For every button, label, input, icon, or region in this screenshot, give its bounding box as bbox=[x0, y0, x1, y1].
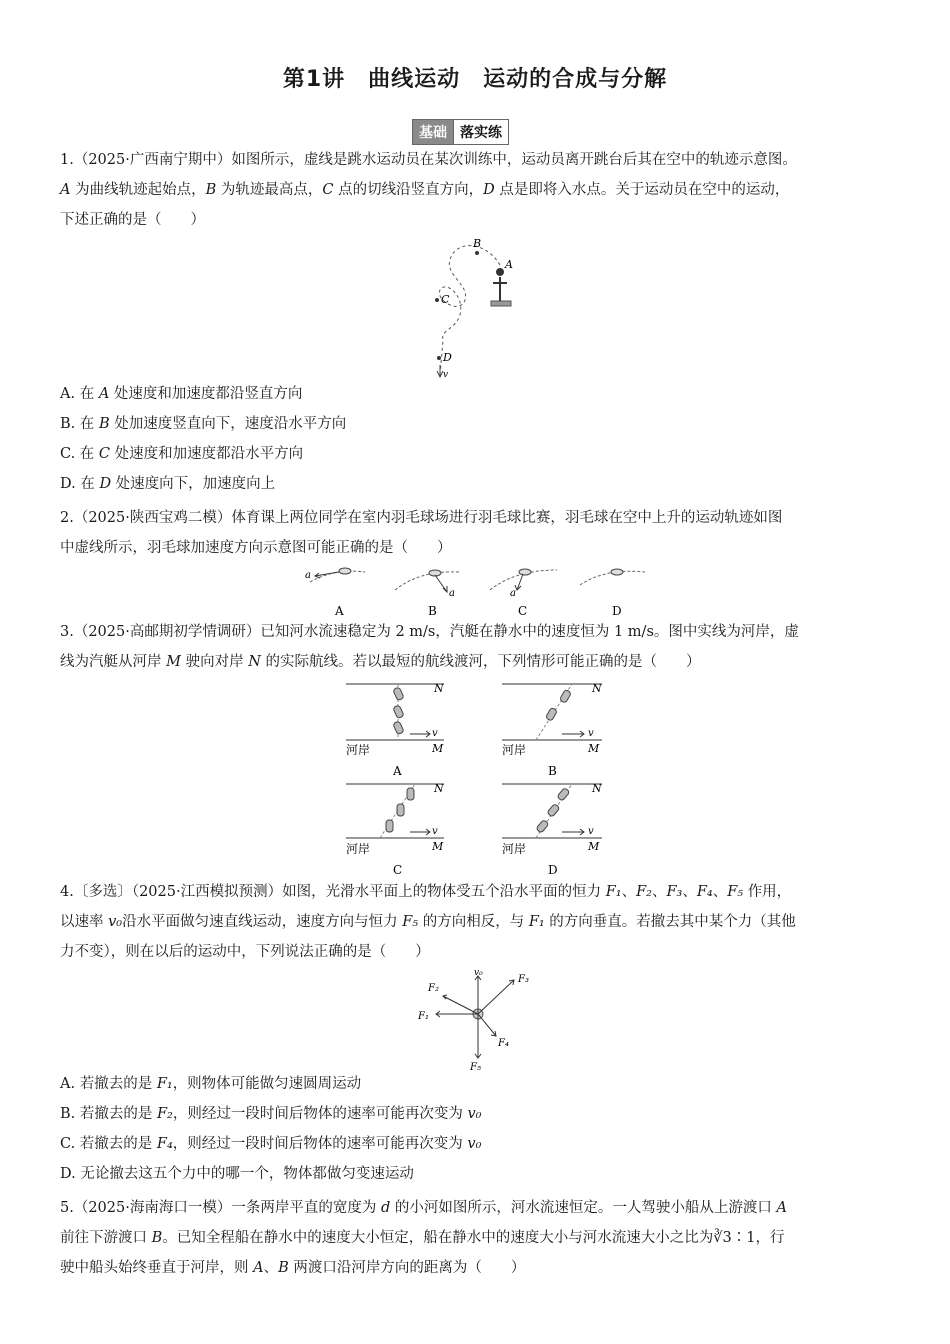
opt-text: 处速度和加速度都沿竖直方向 bbox=[109, 386, 303, 402]
q4-text: 4.〔多选〕（2025·江西模拟预测）如图，光滑水平面上的物体受五个沿水平面的恒力 bbox=[60, 884, 606, 900]
q5-text: 前往下游渡口 bbox=[60, 1230, 152, 1246]
accel-label: a bbox=[510, 588, 516, 599]
fig-label: C bbox=[393, 863, 403, 877]
var-b: B bbox=[151, 1230, 163, 1246]
opt-text: C. 在 bbox=[60, 446, 99, 462]
q1-line3: 下述正确的是（ ） bbox=[60, 212, 205, 228]
page-title: 第1讲 曲线运动 运动的合成与分解 bbox=[282, 67, 668, 92]
question-4 bbox=[60, 877, 895, 967]
var-b: B bbox=[205, 182, 217, 198]
q1-text: 为轨迹最高点， bbox=[216, 182, 323, 198]
opt-text: D. 无论撤去这五个力中的哪一个，物体都做匀变速运动 bbox=[60, 1166, 414, 1182]
var-n: N bbox=[248, 654, 261, 670]
label-v: v bbox=[432, 728, 438, 739]
force-diagram bbox=[418, 966, 538, 1076]
section-tag-right: 落实练 bbox=[454, 119, 509, 145]
label-m: M bbox=[432, 840, 444, 853]
opt-text: C. 若撤去的是 bbox=[60, 1136, 157, 1152]
var-c: C bbox=[322, 182, 334, 198]
question-5 bbox=[60, 1193, 895, 1283]
opt-var: F₁ bbox=[156, 1076, 173, 1092]
river-fig-d bbox=[502, 782, 602, 877]
label-bank: 河岸 bbox=[502, 842, 527, 856]
q5-text: 、 bbox=[263, 1260, 279, 1276]
q1-line2 bbox=[60, 175, 895, 205]
label-f1: F₁ bbox=[418, 1011, 429, 1022]
var-a: A bbox=[776, 1200, 787, 1216]
q4-option-c bbox=[60, 1132, 481, 1156]
q4-line1: 4.〔多选〕（2025·江西模拟预测）如图，光滑水平面上的物体受五个沿水平面的恒力 F₁、F₂、F₃、F₄、F₅ 作用， bbox=[60, 884, 792, 900]
cube-root-3: ∛3 bbox=[713, 1230, 732, 1246]
q1-option-c bbox=[60, 442, 303, 466]
fig-label: D bbox=[548, 863, 558, 877]
q5-text: 两渡口沿河岸方向的距离为（ ） bbox=[288, 1260, 526, 1276]
opt-text: ，则经过一段时间后物体的速率可能再次变为 bbox=[172, 1106, 468, 1122]
opt-text: ，则物体可能做匀速圆周运动 bbox=[172, 1076, 362, 1092]
opt-var: C bbox=[98, 446, 111, 462]
q4-text: 沿水平面做匀速直线运动，速度方向与恒力 bbox=[122, 914, 403, 930]
fig-label: D bbox=[612, 604, 622, 618]
q1-text: 点的切线沿竖直方向， bbox=[333, 182, 484, 198]
river-fig-b bbox=[502, 682, 602, 778]
force-f4: F₄ bbox=[696, 884, 713, 900]
label-m: M bbox=[432, 742, 444, 755]
river-fig-c bbox=[346, 782, 444, 877]
label-v0: v₀ bbox=[474, 968, 483, 978]
opt-text: A. 在 bbox=[60, 386, 99, 402]
question-3 bbox=[60, 617, 895, 677]
opt-text: 处速度和加速度都沿水平方向 bbox=[110, 446, 304, 462]
label-f4: F₄ bbox=[498, 1038, 509, 1049]
var-a: A bbox=[253, 1260, 264, 1276]
q5-line1 bbox=[60, 1193, 895, 1223]
shuttle-fig-a bbox=[305, 568, 365, 618]
label-m: M bbox=[588, 840, 600, 853]
q4-line3: 力不变），则在以后的运动中，下列说法正确的是（ ） bbox=[60, 944, 430, 960]
var-v0: v₀ bbox=[108, 914, 123, 930]
var-a: A bbox=[60, 182, 71, 198]
q3-text: 线为汽艇从河岸 bbox=[60, 654, 167, 670]
label-n: N bbox=[434, 782, 444, 795]
river-crossing-figures bbox=[340, 678, 610, 878]
label-f2: F₂ bbox=[428, 983, 439, 994]
opt-var: B bbox=[98, 416, 110, 432]
label-bank: 河岸 bbox=[346, 743, 371, 757]
q1-text: 点是即将入水点。关于运动员在空中的运动， bbox=[494, 182, 790, 198]
label-v: v bbox=[443, 370, 449, 380]
label-n: N bbox=[434, 682, 444, 695]
q4-text: 的方向垂直。若撤去其中某个力（其他 bbox=[544, 914, 796, 930]
label-v: v bbox=[432, 826, 438, 837]
opt-var: D bbox=[99, 476, 112, 492]
label-a: A bbox=[505, 258, 513, 271]
q1-line1: 1.（2025·广西南宁期中）如图所示，虚线是跳水运动员在某次训练中，运动员离开跳台后其在空中的轨迹示意图。 bbox=[60, 152, 797, 168]
q5-text: 驶中船头始终垂直于河岸，则 bbox=[60, 1260, 254, 1276]
q4-option-a bbox=[60, 1072, 361, 1096]
opt-var: v₀ bbox=[467, 1136, 482, 1152]
shuttle-fig-c bbox=[490, 569, 557, 618]
opt-var: F₂ bbox=[156, 1106, 173, 1122]
label-n: N bbox=[592, 782, 602, 795]
q4-text: 的方向相反，与 bbox=[418, 914, 529, 930]
q3-text: 的实际航线。若以最短的航线渡河，下列情形可能正确的是（ ） bbox=[260, 654, 701, 670]
diver-trajectory-figure bbox=[415, 235, 525, 385]
opt-var: A bbox=[98, 386, 110, 402]
label-v: v bbox=[588, 728, 594, 739]
var-d: D bbox=[483, 182, 495, 198]
shuttle-fig-d bbox=[580, 569, 645, 618]
opt-text: B. 在 bbox=[60, 416, 99, 432]
opt-text: 处速度向下，加速度向上 bbox=[111, 476, 276, 492]
shuttlecock-figures bbox=[295, 560, 655, 620]
force-f3: F₃ bbox=[666, 884, 683, 900]
fig-label: B bbox=[548, 764, 557, 778]
section-tag-left: 基础 bbox=[412, 119, 454, 145]
q2-line2: 中虚线所示，羽毛球加速度方向示意图可能正确的是（ ） bbox=[60, 540, 452, 556]
q5-text: 的小河如图所示，河水流速恒定。一人驾驶小船从上游渡口 bbox=[390, 1200, 777, 1216]
fig-label: B bbox=[428, 604, 437, 618]
q5-text: ∶1，行 bbox=[731, 1230, 785, 1246]
var-m: M bbox=[166, 654, 181, 670]
q5-text: 。已知全程船在静水中的速度大小恒定，船在静水中的速度大小与河水流速大小之比为 bbox=[162, 1230, 714, 1246]
label-n: N bbox=[592, 682, 602, 695]
river-fig-a bbox=[346, 682, 444, 778]
var-b: B bbox=[278, 1260, 289, 1276]
q1-option-b bbox=[60, 412, 346, 436]
fig-label: A bbox=[335, 604, 344, 618]
q4-text: 作用， bbox=[747, 884, 792, 900]
q4-line2 bbox=[60, 907, 895, 937]
force-f5: F₅ bbox=[727, 884, 744, 900]
section-tag bbox=[412, 120, 509, 144]
label-f5: F₅ bbox=[470, 1062, 481, 1073]
opt-text: B. 若撤去的是 bbox=[60, 1106, 157, 1122]
accel-label: a bbox=[449, 588, 455, 599]
q5-text: 5.（2025·海南海口一模）一条两岸平直的宽度为 bbox=[60, 1200, 381, 1216]
q4-option-d bbox=[60, 1162, 414, 1186]
label-v: v bbox=[588, 826, 594, 837]
question-2 bbox=[60, 503, 895, 563]
var-d: d bbox=[380, 1200, 391, 1216]
label-m: M bbox=[588, 742, 600, 755]
label-d: D bbox=[443, 351, 452, 364]
opt-text: D. 在 bbox=[60, 476, 100, 492]
accel-label: a bbox=[305, 570, 311, 581]
shuttle-fig-b bbox=[395, 570, 460, 618]
q3-line2 bbox=[60, 647, 895, 677]
q1-option-d bbox=[60, 472, 275, 496]
question-1 bbox=[60, 145, 895, 235]
fig-label: A bbox=[393, 764, 402, 778]
q3-text: 驶向对岸 bbox=[180, 654, 249, 670]
opt-text: ，则经过一段时间后物体的速率可能再次变为 bbox=[172, 1136, 468, 1152]
label-c: C bbox=[441, 293, 450, 306]
force-f1: F₁ bbox=[605, 884, 622, 900]
opt-var: v₀ bbox=[467, 1106, 482, 1122]
opt-var: F₄ bbox=[156, 1136, 173, 1152]
force-f5: F₅ bbox=[402, 914, 419, 930]
q4-option-b bbox=[60, 1102, 481, 1126]
q5-line2 bbox=[60, 1223, 895, 1253]
label-f3: F₃ bbox=[518, 974, 529, 985]
opt-text: 处加速度竖直向下，速度沿水平方向 bbox=[109, 416, 347, 432]
label-b: B bbox=[473, 237, 482, 250]
q2-line1: 2.（2025·陕西宝鸡二模）体育课上两位同学在室内羽毛球场进行羽毛球比赛，羽毛球在空中上升的运动轨迹如图 bbox=[60, 510, 783, 526]
q5-line3 bbox=[60, 1253, 895, 1283]
q4-text: 以速率 bbox=[60, 914, 109, 930]
q1-text: 为曲线轨迹起始点， bbox=[70, 182, 206, 198]
force-f1: F₁ bbox=[528, 914, 545, 930]
q3-line1: 3.（2025·高邮期初学情调研）已知河水流速稳定为 2 m/s，汽艇在静水中的速度恒为 1 m/s。图中实线为河岸，虚 bbox=[60, 624, 799, 640]
q1-option-a bbox=[60, 382, 302, 406]
label-bank: 河岸 bbox=[502, 743, 527, 757]
label-bank: 河岸 bbox=[346, 842, 371, 856]
fig-label: C bbox=[518, 604, 528, 618]
opt-text: A. 若撤去的是 bbox=[60, 1076, 157, 1092]
force-f2: F₂ bbox=[636, 884, 652, 900]
